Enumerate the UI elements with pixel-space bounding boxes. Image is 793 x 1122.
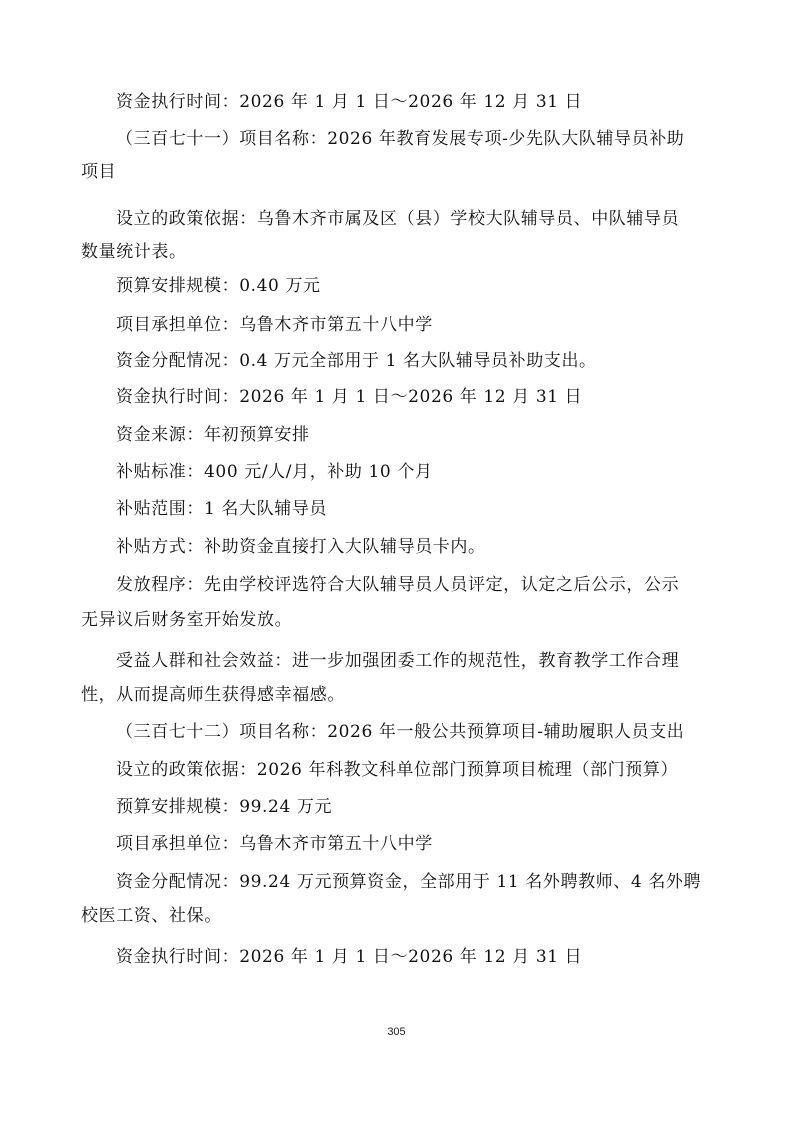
project-371-undertaking-unit: 项目承担单位：乌鲁木齐市第五十八中学 — [116, 315, 433, 335]
project-371-heading-cont: 项目 — [81, 162, 117, 182]
project-371-policy-basis: 设立的政策依据：乌鲁木齐市属及区（县）学校大队辅导员、中队辅导员 — [116, 209, 680, 229]
project-371-fund-source: 资金来源：年初预算安排 — [116, 425, 310, 445]
project-371-distribution-procedure: 发放程序：先由学校评选符合大队辅导员人员评定，认定之后公示，公示 — [116, 575, 680, 595]
project-371-fund-allocation: 资金分配情况：0.4 万元全部用于 1 名大队辅导员补助支出。 — [116, 351, 597, 371]
project-371-subsidy-standard: 补贴标准：400 元/人/月，补助 10 个月 — [116, 462, 433, 482]
project-372-undertaking-unit: 项目承担单位：乌鲁木齐市第五十八中学 — [116, 834, 433, 854]
project-371-heading: （三百七十一）项目名称：2026 年教育发展专项-少先队大队辅导员补助 — [116, 129, 685, 149]
project-372-execution-time: 资金执行时间：2026 年 1 月 1 日～2026 年 12 月 31 日 — [116, 947, 583, 967]
project-372-budget-scale: 预算安排规模：99.24 万元 — [116, 797, 333, 817]
project-372-fund-allocation-cont: 校医工资、社保。 — [81, 906, 222, 926]
project-371-execution-time: 资金执行时间：2026 年 1 月 1 日～2026 年 12 月 31 日 — [116, 387, 583, 407]
project-371-beneficiaries-cont: 性，从而提高师生获得感幸福感。 — [81, 685, 345, 705]
project-372-heading: （三百七十二）项目名称：2026 年一般公共预算项目-辅助履职人员支出 — [116, 722, 685, 742]
project-371-budget-scale: 预算安排规模：0.40 万元 — [116, 276, 321, 296]
project-371-subsidy-scope: 补贴范围：1 名大队辅导员 — [116, 499, 328, 519]
project-371-distribution-procedure-cont: 无异议后财务室开始发放。 — [81, 610, 293, 630]
project-371-subsidy-method: 补贴方式：补助资金直接打入大队辅导员卡内。 — [116, 537, 486, 557]
project-371-beneficiaries: 受益人群和社会效益：进一步加强团委工作的规范性，教育教学工作合理 — [116, 651, 680, 671]
project-372-policy-basis: 设立的政策依据：2026 年科教文科单位部门预算项目梳理（部门预算） — [116, 760, 679, 780]
text-line-execution-time-1: 资金执行时间：2026 年 1 月 1 日～2026 年 12 月 31 日 — [116, 92, 583, 112]
project-372-fund-allocation: 资金分配情况：99.24 万元预算资金，全部用于 11 名外聘教师、4 名外聘 — [116, 872, 702, 892]
page-number: 305 — [387, 1026, 406, 1038]
project-371-policy-basis-cont: 数量统计表。 — [81, 242, 187, 262]
